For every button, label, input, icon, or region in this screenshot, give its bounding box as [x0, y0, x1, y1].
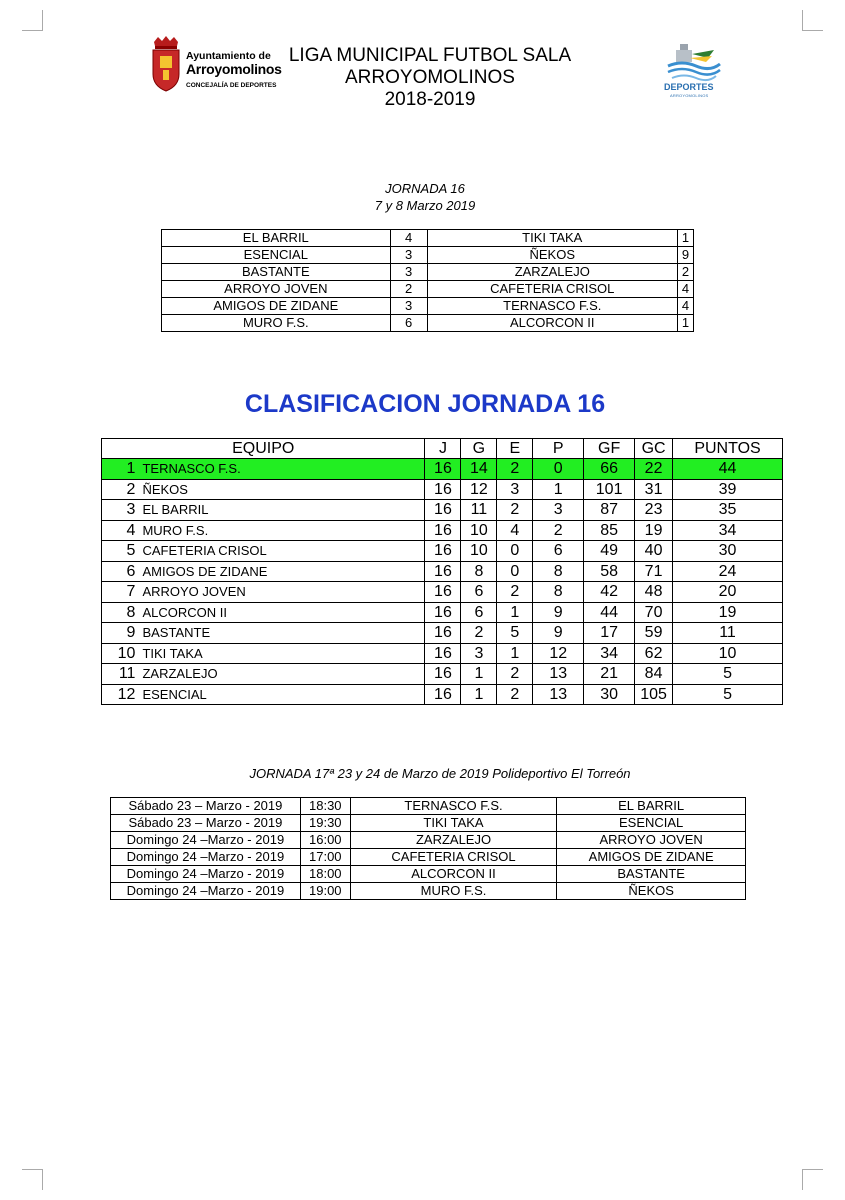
col-header-gf: GF — [584, 439, 635, 459]
team-cell: ESENCIAL — [139, 684, 425, 705]
goals-for-cell: 85 — [584, 520, 635, 541]
fixture-home-cell: MURO F.S. — [350, 883, 557, 900]
points-cell: 20 — [673, 582, 783, 603]
goals-for-cell: 66 — [584, 459, 635, 480]
fixture-away-cell: AMIGOS DE ZIDANE — [557, 849, 746, 866]
goals-for-cell: 42 — [584, 582, 635, 603]
goals-for-cell: 34 — [584, 643, 635, 664]
fixture-time-cell: 17:00 — [300, 849, 350, 866]
deportes-logo-subtext: ARROYOMOLINOS — [670, 93, 709, 98]
jornada16-date: 7 y 8 Marzo 2019 — [374, 198, 476, 213]
standings-header-row — [102, 439, 783, 459]
goals-against-cell: 31 — [635, 479, 673, 500]
fixture-date-cell: Domingo 24 –Marzo - 2019 — [111, 849, 301, 866]
fixture-away-cell: BASTANTE — [557, 866, 746, 883]
won-cell: 12 — [461, 479, 497, 500]
won-cell: 6 — [461, 582, 497, 603]
played-cell: 16 — [425, 684, 461, 705]
lost-cell: 3 — [533, 500, 584, 521]
standings-row — [102, 479, 783, 500]
team-cell: ÑEKOS — [139, 479, 425, 500]
lost-cell: 6 — [533, 541, 584, 562]
result-row — [162, 230, 694, 247]
away-team-cell: ZARZALEJO — [427, 264, 678, 281]
away-team-cell: ÑEKOS — [427, 247, 678, 264]
fixture-row — [111, 798, 746, 815]
goals-against-cell: 84 — [635, 664, 673, 685]
jornada17-fixtures-table — [110, 797, 746, 900]
goals-against-cell: 22 — [635, 459, 673, 480]
col-header-p: P — [533, 439, 584, 459]
points-cell: 11 — [673, 623, 783, 644]
goals-against-cell: 19 — [635, 520, 673, 541]
fixture-away-cell: ESENCIAL — [557, 815, 746, 832]
jornada16-title: JORNADA 16 — [385, 181, 465, 196]
col-header-equipo: EQUIPO — [102, 439, 425, 459]
position-cell: 2 — [102, 479, 140, 500]
drawn-cell: 0 — [497, 561, 533, 582]
org-line-3: CONCEJALÍA DE DEPORTES — [186, 82, 277, 89]
won-cell: 1 — [461, 664, 497, 685]
goals-against-cell: 48 — [635, 582, 673, 603]
home-goals-cell: 2 — [390, 281, 427, 298]
standings-row — [102, 643, 783, 664]
team-cell: BASTANTE — [139, 623, 425, 644]
document-title — [280, 45, 580, 111]
standings-row — [102, 561, 783, 582]
fixture-away-cell: ARROYO JOVEN — [557, 832, 746, 849]
fixture-date-cell: Sábado 23 – Marzo - 2019 — [111, 815, 301, 832]
position-cell: 7 — [102, 582, 140, 603]
fixture-home-cell: ZARZALEJO — [350, 832, 557, 849]
played-cell: 16 — [425, 541, 461, 562]
played-cell: 16 — [425, 520, 461, 541]
fixture-away-cell: ÑEKOS — [557, 883, 746, 900]
lost-cell: 8 — [533, 582, 584, 603]
team-cell: TIKI TAKA — [139, 643, 425, 664]
points-cell: 19 — [673, 602, 783, 623]
points-cell: 30 — [673, 541, 783, 562]
standings-row — [102, 541, 783, 562]
drawn-cell: 0 — [497, 541, 533, 562]
won-cell: 3 — [461, 643, 497, 664]
standings-row — [102, 582, 783, 603]
position-cell: 1 — [102, 459, 140, 480]
drawn-cell: 2 — [497, 664, 533, 685]
points-cell: 44 — [673, 459, 783, 480]
title-line-2: ARROYOMOLINOS — [345, 67, 515, 88]
away-goals-cell: 1 — [678, 230, 694, 247]
away-goals-cell: 4 — [678, 281, 694, 298]
standings-row — [102, 602, 783, 623]
position-cell: 6 — [102, 561, 140, 582]
goals-against-cell: 105 — [635, 684, 673, 705]
fixture-date-cell: Domingo 24 –Marzo - 2019 — [111, 866, 301, 883]
drawn-cell: 5 — [497, 623, 533, 644]
goals-against-cell: 59 — [635, 623, 673, 644]
home-goals-cell: 6 — [390, 315, 427, 332]
played-cell: 16 — [425, 561, 461, 582]
position-cell: 12 — [102, 684, 140, 705]
position-cell: 11 — [102, 664, 140, 685]
position-cell: 4 — [102, 520, 140, 541]
goals-against-cell: 70 — [635, 602, 673, 623]
team-cell: ZARZALEJO — [139, 664, 425, 685]
col-header-puntos: PUNTOS — [673, 439, 783, 459]
fixture-time-cell: 16:00 — [300, 832, 350, 849]
goals-for-cell: 44 — [584, 602, 635, 623]
points-cell: 39 — [673, 479, 783, 500]
home-goals-cell: 3 — [390, 298, 427, 315]
points-cell: 5 — [673, 684, 783, 705]
won-cell: 8 — [461, 561, 497, 582]
home-team-cell: EL BARRIL — [162, 230, 391, 247]
standings-table — [101, 438, 783, 705]
position-cell: 9 — [102, 623, 140, 644]
org-line-1: Ayuntamiento de — [186, 50, 271, 62]
played-cell: 16 — [425, 623, 461, 644]
fixture-away-cell: EL BARRIL — [557, 798, 746, 815]
team-cell: MURO F.S. — [139, 520, 425, 541]
jornada17-heading: JORNADA 17ª 23 y 24 de Marzo de 2019 Polideportivo El Torreón — [249, 766, 631, 781]
fixture-row — [111, 883, 746, 900]
result-row — [162, 281, 694, 298]
fixture-home-cell: TIKI TAKA — [350, 815, 557, 832]
title-line-3: 2018-2019 — [384, 89, 476, 110]
standings-row — [102, 684, 783, 705]
team-cell: TERNASCO F.S. — [139, 459, 425, 480]
away-goals-cell: 4 — [678, 298, 694, 315]
goals-for-cell: 30 — [584, 684, 635, 705]
col-header-e: E — [497, 439, 533, 459]
home-team-cell: BASTANTE — [162, 264, 391, 281]
home-goals-cell: 3 — [390, 247, 427, 264]
team-cell: EL BARRIL — [139, 500, 425, 521]
drawn-cell: 2 — [497, 684, 533, 705]
title-line-1: LIGA MUNICIPAL FUTBOL SALA — [288, 45, 572, 66]
position-cell: 10 — [102, 643, 140, 664]
fixture-home-cell: TERNASCO F.S. — [350, 798, 557, 815]
fixture-time-cell: 18:00 — [300, 866, 350, 883]
standings-row — [102, 623, 783, 644]
standings-row — [102, 459, 783, 480]
goals-for-cell: 21 — [584, 664, 635, 685]
team-cell: ARROYO JOVEN — [139, 582, 425, 603]
goals-for-cell: 49 — [584, 541, 635, 562]
lost-cell: 12 — [533, 643, 584, 664]
lost-cell: 0 — [533, 459, 584, 480]
col-header-j: J — [425, 439, 461, 459]
goals-for-cell: 101 — [584, 479, 635, 500]
away-team-cell: ALCORCON II — [427, 315, 678, 332]
home-goals-cell: 4 — [390, 230, 427, 247]
lost-cell: 8 — [533, 561, 584, 582]
result-row — [162, 298, 694, 315]
home-team-cell: AMIGOS DE ZIDANE — [162, 298, 391, 315]
away-team-cell: TERNASCO F.S. — [427, 298, 678, 315]
goals-for-cell: 58 — [584, 561, 635, 582]
ayuntamiento-logo — [150, 36, 282, 100]
goals-for-cell: 17 — [584, 623, 635, 644]
home-team-cell: ARROYO JOVEN — [162, 281, 391, 298]
jornada16-results-table — [161, 229, 694, 332]
fixture-home-cell: CAFETERIA CRISOL — [350, 849, 557, 866]
won-cell: 2 — [461, 623, 497, 644]
points-cell: 35 — [673, 500, 783, 521]
fixture-date-cell: Sábado 23 – Marzo - 2019 — [111, 798, 301, 815]
home-team-cell: ESENCIAL — [162, 247, 391, 264]
fixture-row — [111, 815, 746, 832]
org-line-2: Arroyomolinos — [186, 61, 282, 77]
position-cell: 3 — [102, 500, 140, 521]
points-cell: 5 — [673, 664, 783, 685]
fixture-date-cell: Domingo 24 –Marzo - 2019 — [111, 832, 301, 849]
jornada16-heading — [320, 180, 530, 214]
lost-cell: 9 — [533, 602, 584, 623]
position-cell: 5 — [102, 541, 140, 562]
standings-row — [102, 664, 783, 685]
points-cell: 10 — [673, 643, 783, 664]
fixture-time-cell: 18:30 — [300, 798, 350, 815]
position-cell: 8 — [102, 602, 140, 623]
standings-row — [102, 500, 783, 521]
away-team-cell: TIKI TAKA — [427, 230, 678, 247]
played-cell: 16 — [425, 643, 461, 664]
goals-against-cell: 40 — [635, 541, 673, 562]
won-cell: 6 — [461, 602, 497, 623]
fixture-date-cell: Domingo 24 –Marzo - 2019 — [111, 883, 301, 900]
result-row — [162, 247, 694, 264]
played-cell: 16 — [425, 602, 461, 623]
fixture-row — [111, 849, 746, 866]
fixture-row — [111, 866, 746, 883]
crop-mark-top-left — [22, 10, 43, 31]
standings-row — [102, 520, 783, 541]
lost-cell: 9 — [533, 623, 584, 644]
deportes-logo-text: DEPORTES — [664, 82, 714, 92]
points-cell: 34 — [673, 520, 783, 541]
won-cell: 10 — [461, 520, 497, 541]
fixture-home-cell: ALCORCON II — [350, 866, 557, 883]
lost-cell: 1 — [533, 479, 584, 500]
lost-cell: 2 — [533, 520, 584, 541]
team-cell: AMIGOS DE ZIDANE — [139, 561, 425, 582]
drawn-cell: 2 — [497, 459, 533, 480]
goals-against-cell: 62 — [635, 643, 673, 664]
fixture-row — [111, 832, 746, 849]
won-cell: 14 — [461, 459, 497, 480]
drawn-cell: 1 — [497, 643, 533, 664]
lost-cell: 13 — [533, 684, 584, 705]
away-goals-cell: 1 — [678, 315, 694, 332]
deportes-logo — [662, 40, 722, 102]
team-cell: CAFETERIA CRISOL — [139, 541, 425, 562]
standings-title: CLASIFICACION JORNADA 16 — [244, 390, 606, 418]
played-cell: 16 — [425, 582, 461, 603]
crop-mark-top-right — [802, 10, 823, 31]
result-row — [162, 315, 694, 332]
goals-against-cell: 71 — [635, 561, 673, 582]
home-team-cell: MURO F.S. — [162, 315, 391, 332]
deportes-emblem-icon — [662, 40, 722, 82]
goals-for-cell: 87 — [584, 500, 635, 521]
fixture-time-cell: 19:30 — [300, 815, 350, 832]
won-cell: 1 — [461, 684, 497, 705]
lost-cell: 13 — [533, 664, 584, 685]
drawn-cell: 2 — [497, 500, 533, 521]
drawn-cell: 1 — [497, 602, 533, 623]
crop-mark-bottom-left — [22, 1169, 43, 1190]
col-header-g: G — [461, 439, 497, 459]
away-goals-cell: 2 — [678, 264, 694, 281]
drawn-cell: 2 — [497, 582, 533, 603]
fixture-time-cell: 19:00 — [300, 883, 350, 900]
played-cell: 16 — [425, 479, 461, 500]
team-cell: ALCORCON II — [139, 602, 425, 623]
won-cell: 11 — [461, 500, 497, 521]
home-goals-cell: 3 — [390, 264, 427, 281]
col-header-gc: GC — [635, 439, 673, 459]
played-cell: 16 — [425, 459, 461, 480]
points-cell: 24 — [673, 561, 783, 582]
crop-mark-bottom-right — [802, 1169, 823, 1190]
drawn-cell: 4 — [497, 520, 533, 541]
played-cell: 16 — [425, 664, 461, 685]
coat-of-arms-icon — [150, 36, 182, 92]
goals-against-cell: 23 — [635, 500, 673, 521]
won-cell: 10 — [461, 541, 497, 562]
away-goals-cell: 9 — [678, 247, 694, 264]
played-cell: 16 — [425, 500, 461, 521]
away-team-cell: CAFETERIA CRISOL — [427, 281, 678, 298]
drawn-cell: 3 — [497, 479, 533, 500]
result-row — [162, 264, 694, 281]
